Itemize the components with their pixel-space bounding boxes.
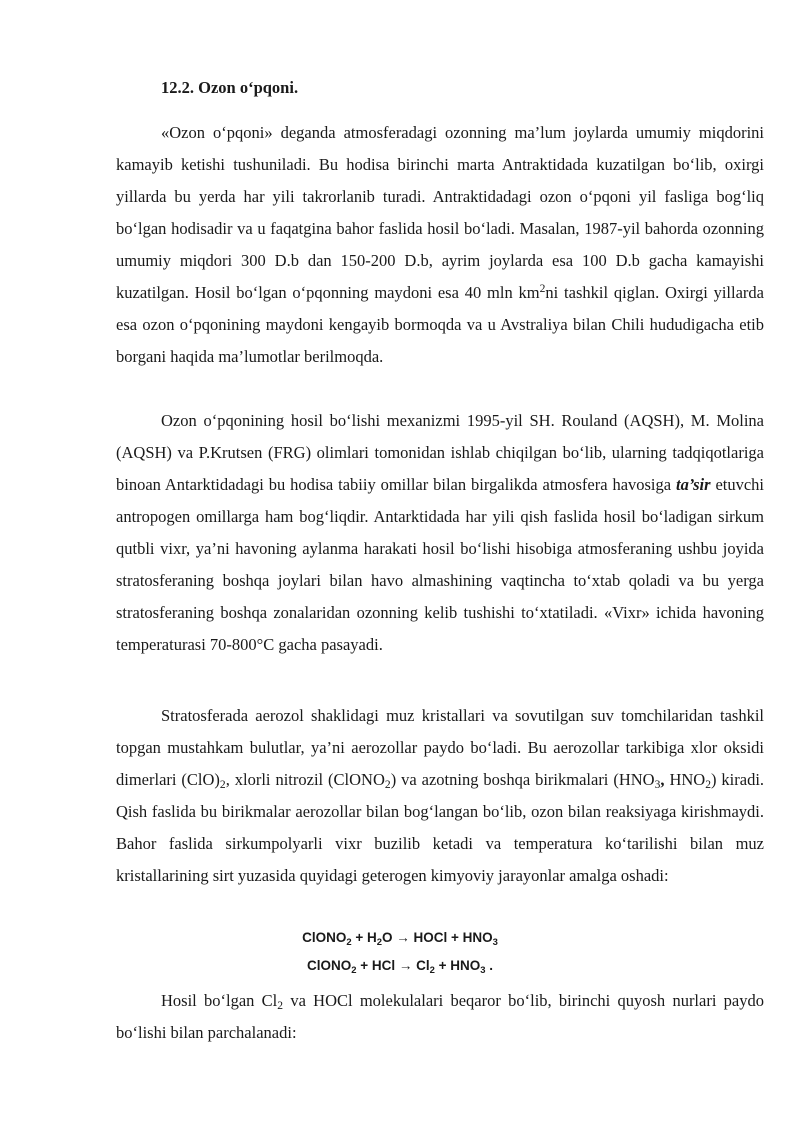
section-heading: [161, 76, 298, 100]
chemical-equation-2: [0, 956, 800, 976]
p3-text-e: ) kiradi. Qish faslida bu birikmalar aerozollar bilan bog‘langan bo‘lib, ozon bilan reaksiyaga kirishmaydi. Bahor faslida sirkumpolyarli vixr buzilib ketadi va temperatura ko‘tarilishi bilan muz kristallarining sirt yuzasida quyidagi geterogen kimyoviy jarayonlar amalga oshadi:: [116, 770, 765, 885]
eq1-sub-c: 3: [492, 937, 498, 948]
p3-text-d: HNO: [664, 770, 706, 789]
p1-superscript: 2: [539, 283, 546, 295]
eq2-part-c: + HNO: [434, 958, 481, 973]
eq2-sub-b: 2: [429, 965, 435, 976]
p3-text-c: ) va azotning boshqa birikmalari (HNO: [390, 770, 655, 789]
p3-sub-2: 2: [384, 779, 391, 791]
p3-sub-1: 2: [219, 779, 226, 791]
p3-sub-3: 3: [654, 779, 661, 791]
eq1-part-b: + H: [351, 930, 377, 945]
eq1-sub-a: 2: [346, 937, 352, 948]
p3-text-a: Stratosferada aerozol shaklidagi muz kristallari va sovutilgan suv tomchilaridan tashkil topgan mustahkam bulutlar, ya’ni aerozollar paydo bo‘ladi. Bu aerozollar tarkibiga xlor oksidi dimerlari (ClO): [116, 706, 764, 789]
p3-text-b: , xlorli nitrozil (ClONO: [225, 770, 385, 789]
paragraph-stratospheric-aerosols: [116, 700, 764, 892]
eq2-part-a: ClONO: [306, 958, 352, 973]
eq1-part-a: ClONO: [302, 930, 347, 945]
chemical-equation-1: [0, 928, 800, 948]
p2-text-a: Ozon o‘pqonining hosil bo‘lishi mexanizmi 1995-yil SH. Rouland (AQSH), M. Molina (AQSH) va P.Krutsen (FRG) olimlari tomonidan ishlab chiqilgan bo‘lib, ularning tadqiqotlariga binoan Antarktidadagi bu hodisa tabiiy omillar bilan birgalikda atmosfera havosiga: [116, 411, 764, 494]
p4-text-b: va HOCl molekulalari beqaror bo‘lib, birinchi quyosh nurlari paydo bo‘lishi bilan parchalanadi:: [116, 991, 765, 1042]
p1-text-b: ni tashkil qiglan. Oxirgi yillarda esa ozon o‘pqonining maydoni kengayib bormoqda va u Avstraliya bilan Chili hududigacha etib borgani haqida ma’lumotlar berilmoqda.: [116, 283, 764, 366]
eq2-sub-c: 3: [480, 965, 486, 976]
paragraph-photolysis: [116, 985, 764, 1049]
eq2-part-b: + HCl → Cl: [356, 958, 430, 973]
p1-text-a: «Ozon o‘pqoni» deganda atmosferadagi ozonning ma’lum joylarda umumiy miqdorini kamayib ketishi tushuniladi. Bu hodisa birinchi marta Antraktidada kuzatilgan bo‘lib, oxirgi yillarda bu yerda har yili takrorlanib turadi. Antraktidadagi ozon o‘pqoni yil fasliga bog‘liq bo‘lgan hodisadir va u faqatgina bahor faslida hosil bo‘ladi. Masalan, 1987-yil bahorda ozonning umumiy miqdori 300 D.b dan 150-200 D.b, ayrim joylarda esa 100 D.b gacha kamayishi kuzatilgan. Hosil bo‘lgan o‘pqonning maydoni esa 40 mln km: [116, 123, 764, 302]
p3-sub-4: 2: [705, 779, 711, 791]
paragraph-formation-mechanism: [116, 405, 764, 661]
p3-bold-comma: ,: [660, 770, 665, 789]
eq2-part-d: .: [485, 958, 494, 973]
p2-text-b: etuvchi antropogen omillarga ham bog‘liqdir. Antarktidada har yili qish faslida hosil bo‘ladigan sirkum qutbli vixr, ya’ni havoning aylanma harakati hosil bo‘lishi hisobiga atmosferaning ushbu joyida stratosferaning boshqa joylari bilan havo almashining vaqtincha to‘xtab qoladi va bu yerga stratosferaning boshqa zonalaridan ozonning kelib tushishi to‘xtatiladi. «Vixr» ichida havoning temperaturasi 70-800°C gacha pasayadi.: [116, 475, 765, 654]
p2-emphasis: ta’sir: [676, 475, 711, 494]
paragraph-ozone-hole-definition: [116, 117, 764, 373]
heading-text: 12.2. Ozon o‘pqoni.: [161, 78, 299, 97]
eq1-sub-b: 2: [376, 937, 382, 948]
eq1-part-c: O → HOCl + HNO: [382, 930, 493, 945]
p4-text-a: Hosil bo‘lgan Cl: [161, 991, 278, 1010]
p4-sub-1: 2: [277, 1000, 284, 1012]
eq2-sub-a: 2: [351, 965, 357, 976]
